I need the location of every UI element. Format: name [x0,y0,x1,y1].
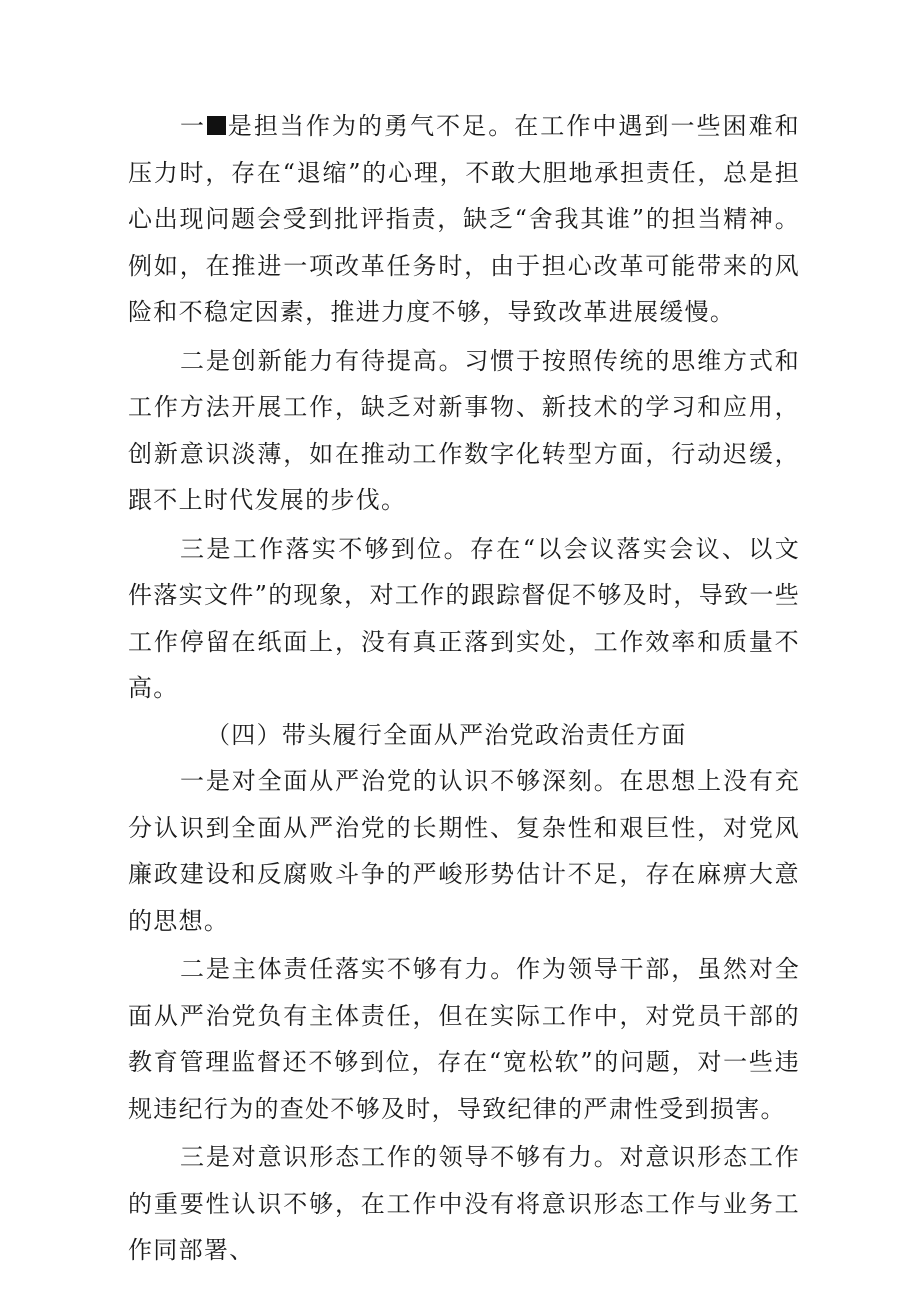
paragraph-4: 一是对全面从严治党的认识不够深刻。在思想上没有充分认识到全面从严治党的长期性、复杂性和艰巨性，对党风廉政建设和反腐败斗争的严峻形势估计不足，存在麻痹大意的思想。 [128,767,800,935]
section-heading: （四）带头履行全面从严治党政治责任方面 [206,720,687,749]
paragraph-1-text: 是担当作为的勇气不足。在工作中遇到一些困难和压力时，存在“退缩”的心理，不敢大胆地承担责任，总是担心出现问题会受到批评指责，缺乏“舍我其谁”的担当精神。例如，在推进一项改革任务时，由于担心改革可能带来的风险和不稳定因素，推进力度不够，导致改革进展缓慢。 [128,112,800,326]
paragraph-1 [128,103,800,336]
document-page [128,103,800,1274]
paragraph-2: 二是创新能力有待提高。习惯于按照传统的思维方式和工作方法开展工作，缺乏对新事物、新技术的学习和应用，创新意识淡薄，如在推动工作数字化转型方面，行动迟缓，跟不上时代发展的步伐。 [128,346,800,514]
black-square-icon [207,116,226,135]
paragraph-3: 三是工作落实不够到位。存在“以会议落实会议、以文件落实文件”的现象，对工作的跟踪督促不够及时，导致一些工作停留在纸面上，没有真正落到实处，工作效率和质量不高。 [128,534,800,702]
paragraph-5: 二是主体责任落实不够有力。作为领导干部，虽然对全面从严治党负有主体责任，但在实际工作中，对党员干部的教育管理监督还不够到位，存在“宽松软”的问题，对一些违规违纪行为的查处不够及时，导致纪律的严肃性受到损害。 [128,955,800,1123]
paragraph-1-lead: 一 [180,112,207,140]
paragraph-6: 三是对意识形态工作的领导不够有力。对意识形态工作的重要性认识不够，在工作中没有将意识形态工作与业务工作同部署、 [128,1143,800,1264]
